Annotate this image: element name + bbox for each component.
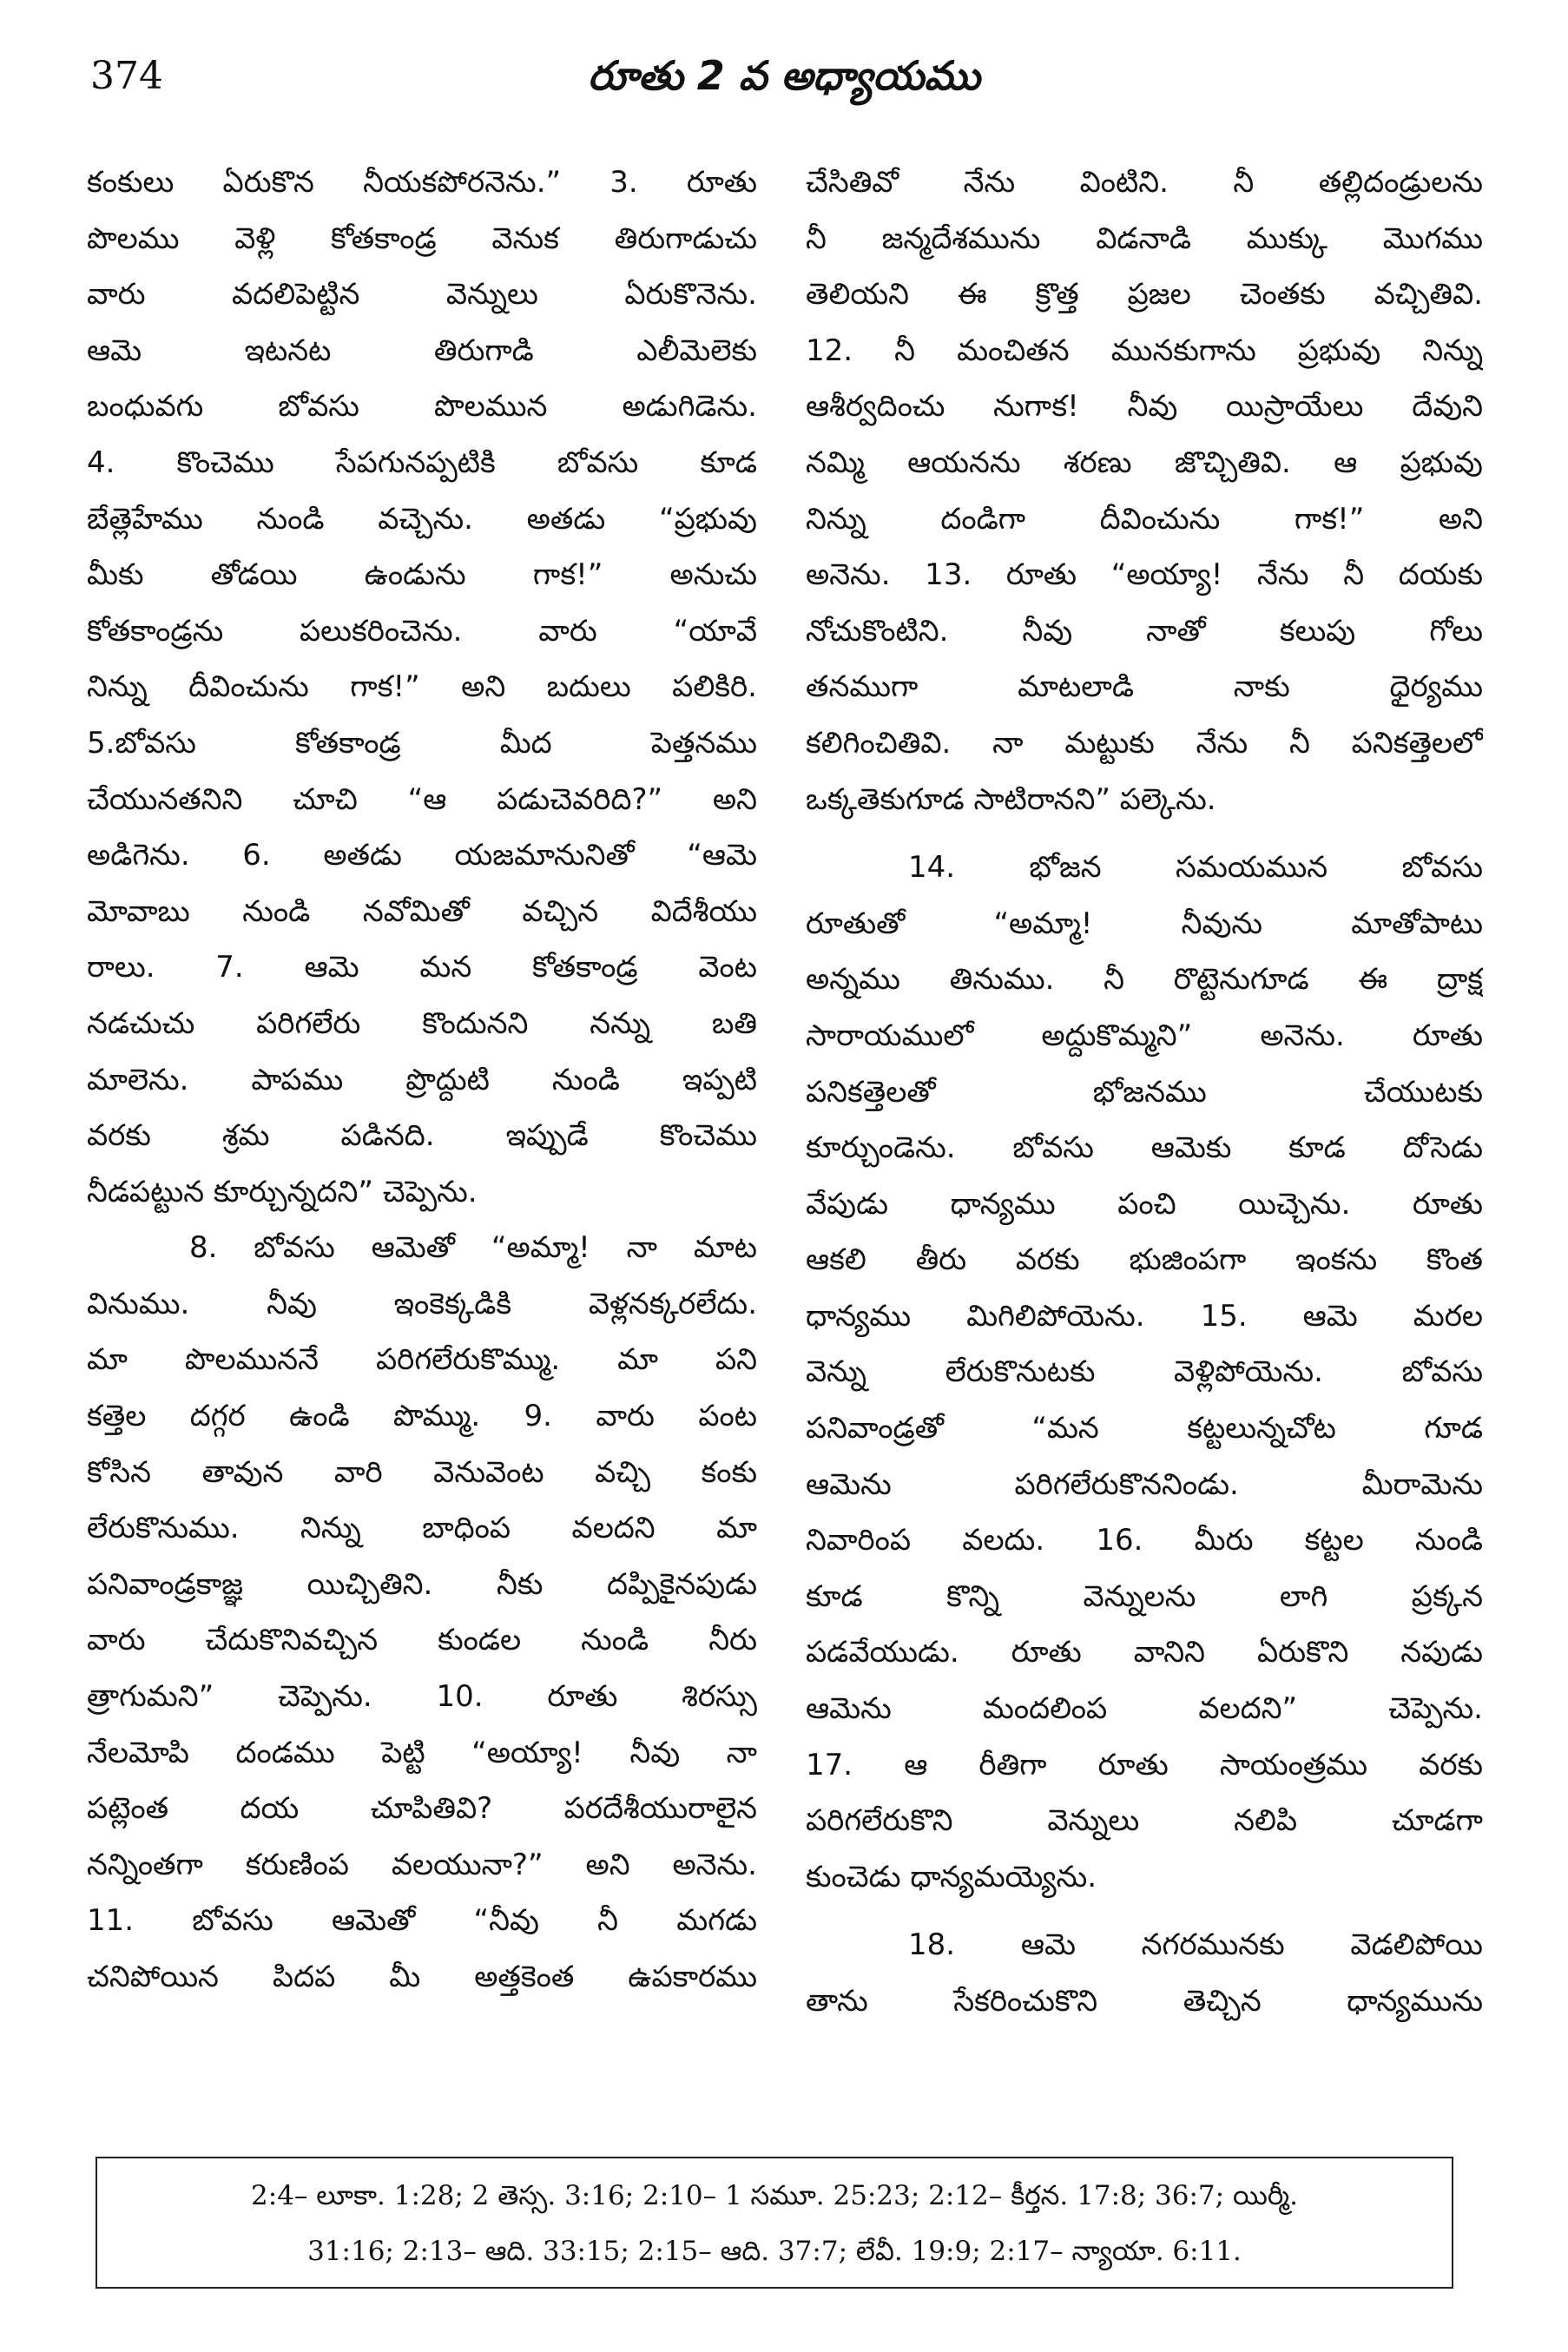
text-line: కంకులు ఏరుకొన నీయకపోరనెను.” 3. రూతు — [87, 165, 757, 200]
text-line: రూతుతో “అమ్మా! నీవును మాతోపాటు — [806, 906, 1483, 941]
text-line: నోచుకొంటిని. నీవు నాతో కలుపు గోలు — [806, 613, 1483, 649]
page-number: 374 — [90, 54, 163, 98]
text-line: అనెను. 13. రూతు “అయ్యా! నేను నీ దయకు — [806, 557, 1483, 593]
text-line: ఆకలి తీరు వరకు భుజింపగా ఇంకను కొంత — [806, 1242, 1483, 1278]
text-line: వారు వదలిపెట్టిన వెన్నులు ఏరుకొనెను. — [87, 277, 757, 313]
text-line: చేసితివో నేను వింటిని. నీ తల్లిదండ్రులను — [806, 165, 1483, 200]
text-line: పనివాండ్రతో “మన కట్టలున్నచోట గూడ — [806, 1411, 1483, 1446]
text-line: నీ జన్మదేశమును విడనాడి ముక్కు మొగము — [806, 221, 1483, 256]
text-line: ఒక్కతెకుగూడ సాటిరానని” పల్కెను. — [806, 781, 1216, 817]
text-line: మాలెను. పాపము ప్రొద్దుటి నుండి ఇప్పటి — [87, 1062, 757, 1097]
text-line: పనివాండ్రకాజ్ఞ యిచ్చితిని. నీకు దప్పికైనపుడు — [87, 1566, 757, 1602]
text-line: వెన్ను లేరుకొనుటకు వెళ్లిపోయెను. బోవసు — [806, 1354, 1483, 1390]
text-line: కోసిన తావున వారి వెనువెంట వచ్చి కంకు — [87, 1454, 757, 1490]
text-line: రాలు. 7. ఆమె మన కోతకాండ్ర వెంట — [87, 950, 757, 985]
text-line: పడవేయుడు. రూతు వానిని ఏరుకొని నపుడు — [806, 1635, 1483, 1670]
running-title: రూతు 2 వ అధ్యాయము — [588, 52, 980, 99]
text-line: అన్నము తినుము. నీ రొట్టెనుగూడ ఈ ద్రాక్ష — [806, 962, 1483, 998]
text-line: నేలమోపి దండము పెట్టి “అయ్యా! నీవు నా — [87, 1735, 757, 1770]
text-line: వారు చేదుకొనివచ్చిన కుండల నుండి నీరు — [87, 1623, 757, 1658]
text-line: 5.బోవసు కోతకాండ్ర మీద పెత్తనము — [87, 725, 757, 761]
text-line: ఆమెను పరిగలేరుకొననిండు. మీరామెను — [806, 1466, 1483, 1502]
text-line: మోవాబు నుండి నవోమితో వచ్చిన విదేశీయు — [87, 893, 757, 929]
text-line: కోతకాండ్రను పలుకరించెను. వారు “యావే — [87, 613, 757, 649]
text-line: పట్లెంత దయ చూపితివి? పరదేశీయురాలైన — [87, 1791, 757, 1827]
text-line: కూర్చుండెను. బోవసు ఆమెకు కూడ దోసెడు — [806, 1130, 1483, 1166]
text-line: 8. బోవసు ఆమెతో “అమ్మా! నా మాట — [189, 1230, 757, 1266]
text-line: చేయునతనిని చూచి “ఆ పడుచెవరిది?” అని — [87, 781, 757, 817]
text-line: నీడపట్టున కూర్చున్నదని” చెప్పెను. — [87, 1174, 478, 1209]
text-line: 17. ఆ రీతిగా రూతు సాయంత్రము వరకు — [806, 1747, 1483, 1782]
text-line: కూడ కొన్ని వెన్నులను లాగి ప్రక్కన — [806, 1578, 1483, 1614]
text-line: నివారింప వలదు. 16. మీరు కట్టల నుండి — [806, 1523, 1483, 1558]
text-line: పరిగలేరుకొని వెన్నులు నలిపి చూడగా — [806, 1803, 1483, 1839]
text-line: ఆమెను మందలింప వలదని” చెప్పెను. — [806, 1691, 1483, 1727]
text-line: ఆమె ఇటనట తిరుగాడి ఎలీమెలెకు — [87, 333, 757, 368]
text-line: లేరుకొనుము. నిన్ను బాధింప వలదని మా — [87, 1511, 757, 1546]
text-line: 11. బోవసు ఆమెతో “నీవు నీ మగడు — [87, 1903, 757, 1939]
text-line: 14. భోజన సమయమున బోవసు — [908, 850, 1483, 886]
text-line: నిన్ను దండిగా దీవించును గాక!” అని — [806, 501, 1483, 537]
text-line: ధాన్యము మిగిలిపోయెను. 15. ఆమె మరల — [806, 1298, 1483, 1334]
text-line: 4. కొంచెము సేపగునప్పటికి బోవసు కూడ — [87, 445, 757, 480]
text-line: సారాయములో అద్దుకొమ్మని” అనెను. రూతు — [806, 1018, 1483, 1053]
text-line: కత్తెల దగ్గర ఉండి పొమ్ము. 9. వారు పంట — [87, 1399, 757, 1434]
text-line: మీకు తోడయి ఉండును గాక!” అనుచు — [87, 557, 757, 593]
text-line: బంధువగు బోవసు పొలమున అడుగిడెను. — [87, 389, 757, 425]
text-line: వేపుడు ధాన్యము పంచి యిచ్చెను. రూతు — [806, 1186, 1483, 1222]
text-line: తెలియని ఈ క్రొత్త ప్రజల చెంతకు వచ్చితివి. — [806, 277, 1483, 313]
text-line: మా పొలముననే పరిగలేరుకొమ్ము. మా పని — [87, 1342, 757, 1378]
text-line: నమ్మి ఆయనను శరణు జొచ్చితివి. ఆ ప్రభువు — [806, 445, 1483, 480]
cross-reference-footnote — [96, 2157, 1453, 2289]
text-line: వరకు శ్రమ పడినది. ఇప్పుడే కొంచెము — [87, 1118, 757, 1154]
text-line: వినుము. నీవు ఇంకెక్కడికి వెళ్లనక్కరలేదు. — [87, 1286, 757, 1321]
text-line: తాను సేకరించుకొని తెచ్చిన ధాన్యమును — [806, 1984, 1483, 2019]
text-line: నన్నింతగా కరుణింప వలయునా?” అని అనెను. — [87, 1847, 757, 1882]
right-text-column — [806, 155, 1483, 2030]
text-line: పనికత్తెలతో భోజనము చేయుటకు — [806, 1074, 1483, 1110]
text-line: నిన్ను దీవించును గాక!” అని బదులు పలికిరి. — [87, 669, 757, 705]
text-line: కుంచెడు ధాన్యమయ్యెను. — [806, 1859, 1097, 1894]
text-line: అడిగెను. 6. అతడు యజమానునితో “ఆమె — [87, 838, 757, 873]
text-line: 18. ఆమె నగరమునకు వెడలిపోయి — [908, 1927, 1483, 1963]
text-line: పొలము వెళ్లి కోతకాండ్ర వెనుక తిరుగాడుచు — [87, 221, 757, 256]
text-line: నడచుచు పరిగలేరు కొందునని నన్ను బతి — [87, 1005, 757, 1041]
left-text-column — [87, 155, 757, 2006]
footnote-line: 31:16; 2:13– ఆది. 33:15; 2:15– ఆది. 37:7; లేవీ. 19:9; 2:17– న్యాయా. 6:11. — [307, 2236, 1242, 2267]
text-line: ఆశీర్వదించు నుగాక! నీవు యిస్రాయేలు దేవుని — [806, 389, 1483, 425]
text-line: 12. నీ మంచితన మునకుగాను ప్రభువు నిన్ను — [806, 333, 1483, 368]
text-line: బేత్లెహేము నుండి వచ్చెను. అతడు “ప్రభువు — [87, 501, 757, 537]
text-line: చనిపోయిన పిదప మీ అత్తకెంత ఉపకారము — [87, 1960, 757, 1994]
footnote-line: 2:4– లూకా. 1:28; 2 తెస్స. 3:16; 2:10– 1 సమూ. 25:23; 2:12– కీర్తన. 17:8; 36:7; యిర్మీ. — [251, 2180, 1298, 2211]
text-line: కలిగించితివి. నా మట్టుకు నేను నీ పనికత్తెలలో — [806, 725, 1483, 761]
text-line: తనముగా మాటలాడి నాకు ధైర్యము — [806, 669, 1483, 705]
text-line: త్రాగుమని” చెప్పెను. 10. రూతు శిరస్సు — [87, 1679, 757, 1715]
